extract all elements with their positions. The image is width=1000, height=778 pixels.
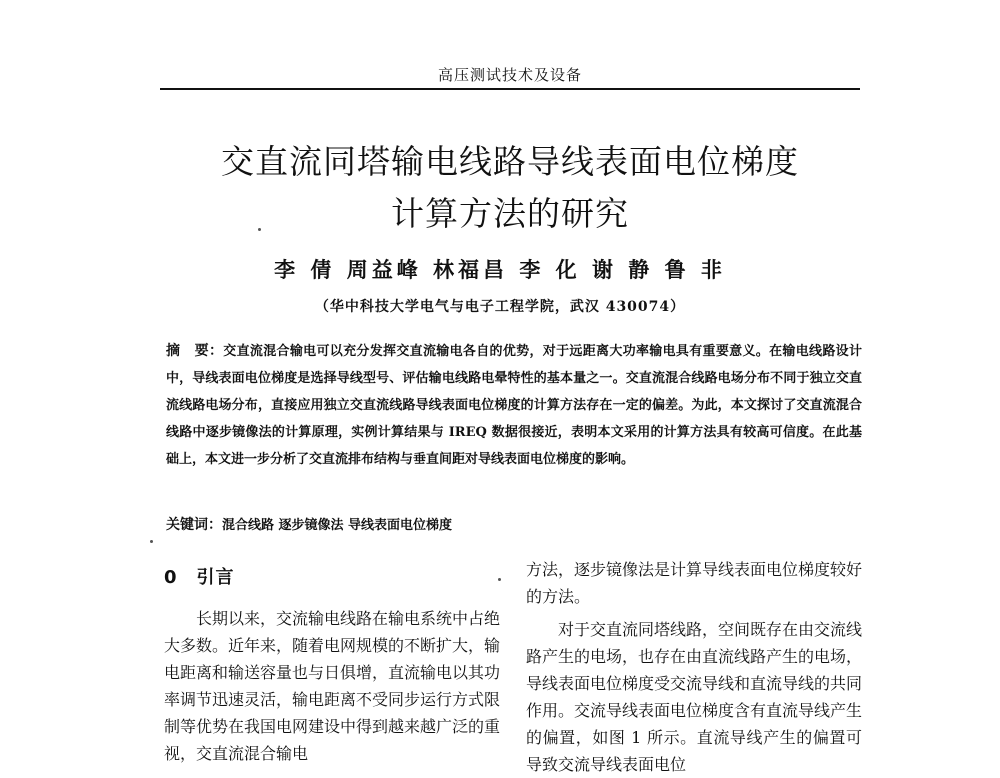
right-column [526, 556, 862, 778]
title-line-2: 计算方法的研究 [391, 194, 629, 233]
scan-speck [258, 228, 261, 231]
body-paragraph: 方法，逐步镜像法是计算导线表面电位梯度较好的方法。 [526, 560, 863, 606]
scan-speck [150, 540, 153, 543]
abstract-label: 摘 要： [166, 343, 224, 359]
running-header: 高压测试技术及设备 [437, 66, 582, 84]
abstract [166, 338, 862, 473]
keywords-label: 关键词： [166, 517, 222, 533]
left-column [164, 556, 500, 767]
abstract-text: 交直流混合输电可以充分发挥交直流输电各自的优势，对于远距离大功率输电具有重要意义。在输电线路设计中，导线表面电位梯度是选择导线型号、评估输电线路电晕特性的基本量之一。交直流混合线路电场分布不同于独立交直流线路电场分布，直接应用独立交直流线路导线表面电位梯度的计算方法存在一定的偏差。为此，本文探讨了交直流混合线路中逐步镜像法的计算原理，实例计算结果与 IREQ 数据很接近，表明本文采用的计算方法具有较高可信度。在此基础上，本文进一步分析了交直流排布结构与垂直间距对导线表面电位梯度的影响。 [166, 344, 862, 467]
keywords-text: 混合线路 逐步镜像法 导线表面电位梯度 [222, 518, 453, 533]
keywords [166, 514, 862, 534]
body-paragraph: 对于交直流同塔线路，空间既存在由交流线路产生的电场，也存在由直流线路产生的电场，导线表面电位梯度受交流导线和直流导线的共同作用。交流导线表面电位梯度含有直流导线产生的偏置，如图 1 所示。直流导线产生的偏置可导致交流导线表面电位 [526, 620, 863, 774]
section-heading-introduction: 0 引言 [164, 567, 235, 588]
affiliation: （华中科技大学电气与电子工程学院，武汉 430074） [314, 299, 686, 315]
header-rule [160, 88, 860, 90]
authors: 李 倩 周益峰 林福昌 李 化 谢 静 鲁 非 [274, 257, 726, 282]
title-line-1: 交直流同塔输电线路导线表面电位梯度 [221, 142, 799, 181]
paper-title [120, 136, 900, 240]
scan-speck [498, 578, 501, 581]
body-paragraph: 长期以来，交流输电线路在输电系统中占绝大多数。近年来，随着电网规模的不断扩大，输电距离和输送容量也与日俱增，直流输电以其功率调节迅速灵活，输电距离不受同步运行方式限制等优势在我国电网建设中得到越来越广泛的重视，交直流混合输电 [164, 609, 501, 763]
